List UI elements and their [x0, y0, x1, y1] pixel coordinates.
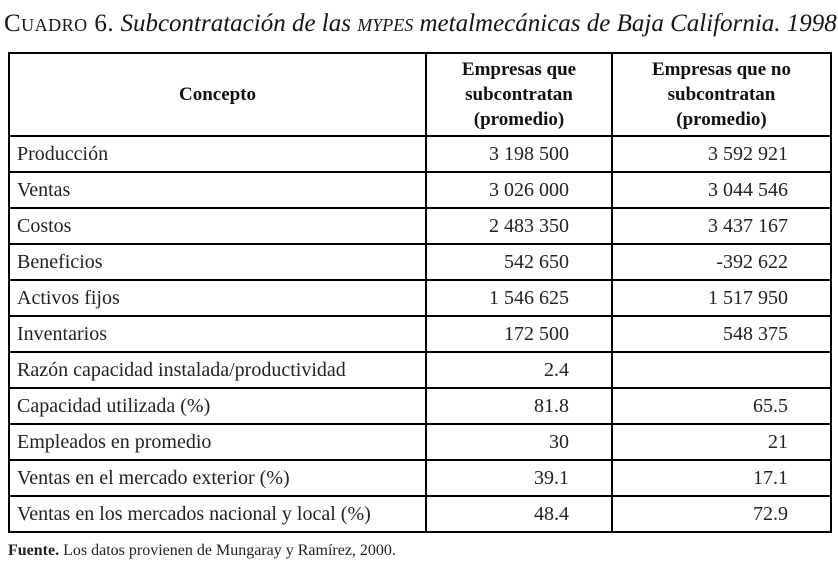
row-label: Ventas en los mercados nacional y local (%)	[9, 496, 426, 532]
statistics-table	[8, 52, 832, 533]
row-label: Beneficios	[9, 244, 426, 280]
row-label: Ventas	[9, 172, 426, 208]
row-value-no-subcontratan: 65.5	[612, 388, 831, 424]
row-value-no-subcontratan: 3 437 167	[612, 208, 831, 244]
table-row	[9, 136, 831, 172]
caption-text-2: metalmecánicas de Baja California. 1998	[419, 10, 837, 37]
table-row	[9, 172, 831, 208]
source-note-text: Los datos provienen de Mungaray y Ramírez, 2000.	[63, 542, 396, 559]
table-row	[9, 280, 831, 316]
row-label: Capacidad utilizada (%)	[9, 388, 426, 424]
row-value-subcontratan: 81.8	[426, 388, 612, 424]
row-value-subcontratan: 30	[426, 424, 612, 460]
row-value-subcontratan: 3 198 500	[426, 136, 612, 172]
source-note-label: Fuente.	[8, 542, 60, 559]
row-label: Razón capacidad instalada/productividad	[9, 352, 426, 388]
row-value-subcontratan: 3 026 000	[426, 172, 612, 208]
row-value-no-subcontratan: 1 517 950	[612, 280, 831, 316]
row-label: Ventas en el mercado exterior (%)	[9, 460, 426, 496]
row-label: Empleados en promedio	[9, 424, 426, 460]
table-caption	[4, 9, 837, 39]
row-label: Activos fijos	[9, 280, 426, 316]
row-value-no-subcontratan: 17.1	[612, 460, 831, 496]
header-concepto: Concepto	[9, 53, 426, 136]
caption-text-1: Subcontratación de las	[120, 10, 351, 37]
caption-acronym: mypes	[357, 10, 414, 37]
table-row	[9, 244, 831, 280]
header-no-subcontratan: Empresas que no subcontratan (promedio)	[612, 53, 831, 136]
table-row	[9, 496, 831, 532]
table-row	[9, 316, 831, 352]
row-label: Producción	[9, 136, 426, 172]
table-row	[9, 460, 831, 496]
table-header	[9, 53, 831, 136]
row-value-subcontratan: 2 483 350	[426, 208, 612, 244]
table-row	[9, 352, 831, 388]
row-value-no-subcontratan: -392 622	[612, 244, 831, 280]
row-value-subcontratan: 542 650	[426, 244, 612, 280]
row-value-subcontratan: 1 546 625	[426, 280, 612, 316]
table-body	[9, 136, 831, 532]
row-value-subcontratan: 39.1	[426, 460, 612, 496]
row-value-no-subcontratan: 21	[612, 424, 831, 460]
row-label: Costos	[9, 208, 426, 244]
header-subcontratan: Empresas que subcontratan (promedio)	[426, 53, 612, 136]
caption-number: Cuadro 6.	[4, 10, 115, 37]
header-row	[9, 53, 831, 136]
row-value-subcontratan: 48.4	[426, 496, 612, 532]
row-value-no-subcontratan: 548 375	[612, 316, 831, 352]
row-value-subcontratan: 2.4	[426, 352, 612, 388]
source-note	[8, 542, 838, 560]
table-row	[9, 388, 831, 424]
row-label: Inventarios	[9, 316, 426, 352]
table-row	[9, 208, 831, 244]
table-row	[9, 424, 831, 460]
row-value-no-subcontratan: 3 044 546	[612, 172, 831, 208]
row-value-no-subcontratan	[612, 352, 831, 388]
row-value-subcontratan: 172 500	[426, 316, 612, 352]
row-value-no-subcontratan: 72.9	[612, 496, 831, 532]
row-value-no-subcontratan: 3 592 921	[612, 136, 831, 172]
